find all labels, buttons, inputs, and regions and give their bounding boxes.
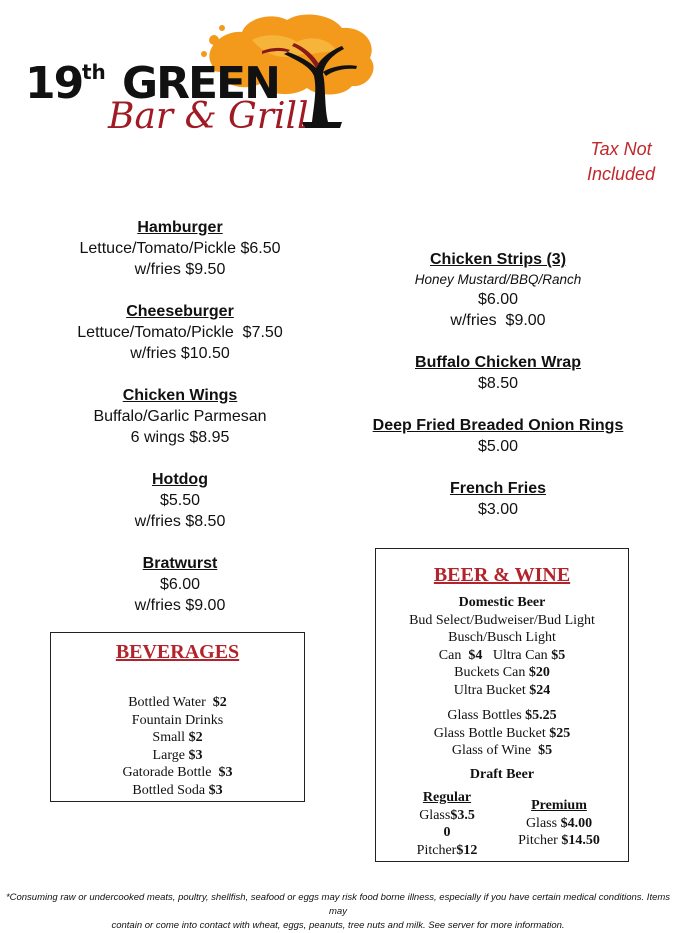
draft-regular xyxy=(402,789,492,859)
menu-item-bratwurst xyxy=(20,553,340,616)
menu-item-line: $5.50 xyxy=(159,492,201,509)
tax-note-line1: Tax Not xyxy=(590,139,652,159)
tax-note-line2: Included xyxy=(586,164,656,184)
menu-item-line: w/fries $9.00 xyxy=(134,597,226,614)
glass-bottle-bucket-price: Glass Bottle Bucket $25 xyxy=(433,725,571,741)
menu-item-title: Hamburger xyxy=(137,219,223,236)
menu-item-hotdog xyxy=(20,469,340,532)
menu-item-title: Hotdog xyxy=(152,471,208,488)
menu-item-title: Chicken Wings xyxy=(122,387,238,404)
menu-item-line: $5.00 xyxy=(477,438,519,455)
menu-item-line: w/fries $9.00 xyxy=(450,312,546,329)
beverage-item: Small $2 xyxy=(152,730,203,745)
ultra-bucket-price: Ultra Bucket $24 xyxy=(453,682,551,698)
menu-item-title: Buffalo Chicken Wrap xyxy=(415,354,581,371)
draft-beer-heading: Draft Beer xyxy=(469,766,535,782)
buckets-can-price: Buckets Can $20 xyxy=(454,665,550,680)
can-prices: Can $4 Ultra Can $5 xyxy=(438,647,566,663)
glass-wine-price: Glass of Wine $5 xyxy=(451,743,553,758)
right-menu-column xyxy=(338,249,658,520)
menu-item-chicken-strips xyxy=(338,249,658,331)
beverage-item: Large $3 xyxy=(152,747,203,763)
logo-subtitle: Bar & Grill xyxy=(108,96,309,137)
menu-item-line: Lettuce/Tomato/Pickle $6.50 xyxy=(79,240,281,257)
premium-pitcher: Pitcher $14.50 xyxy=(518,833,600,848)
beverage-item: Gatorade Bottle $3 xyxy=(122,765,233,780)
beer-wine-heading: BEER & WINE xyxy=(433,564,571,586)
premium-glass: Glass $4.00 xyxy=(525,815,593,831)
menu-item-title: Cheeseburger xyxy=(126,303,234,320)
beverage-item: Bottled Water $2 xyxy=(128,695,227,710)
beverages-heading: BEVERAGES xyxy=(115,641,240,663)
disclaimer-line2: contain or come into contact with wheat, eggs, peanuts, tree nuts and milk. See server for more information. xyxy=(111,920,565,931)
menu-item-line: $3.00 xyxy=(477,501,519,518)
logo-word: GREEN xyxy=(122,58,279,109)
menu-item-line: w/fries $10.50 xyxy=(130,345,230,362)
menu-item-buffalo-chicken-wrap xyxy=(338,352,658,394)
menu-item-line: $6.00 xyxy=(477,291,519,308)
beverages-box xyxy=(50,632,305,802)
menu-item-cheeseburger xyxy=(20,301,340,364)
menu-item-line: w/fries $9.50 xyxy=(134,261,226,278)
menu-item-note: Honey Mustard/BBQ/Ranch xyxy=(414,272,582,287)
menu-item-title: French Fries xyxy=(449,480,547,497)
menu-item-title: Deep Fried Breaded Onion Rings xyxy=(372,417,624,434)
tax-note xyxy=(576,137,666,187)
menu-item-line: $6.00 xyxy=(159,576,201,593)
menu-item-chicken-wings xyxy=(20,385,340,448)
domestic-brands-line: Busch/Busch Light xyxy=(448,630,556,645)
logo-number: 19 xyxy=(25,58,83,109)
menu-item-line: Lettuce/Tomato/Pickle $7.50 xyxy=(77,324,283,341)
menu-item-hamburger xyxy=(20,217,340,280)
glass-bottles-price: Glass Bottles $5.25 xyxy=(447,708,557,723)
beverage-item: Bottled Soda $3 xyxy=(132,782,223,798)
food-safety-disclaimer xyxy=(0,891,676,933)
regular-heading: Regular xyxy=(422,790,472,805)
draft-premium xyxy=(504,797,614,850)
beer-wine-box xyxy=(375,548,629,862)
beverage-item: Fountain Drinks xyxy=(131,712,224,728)
menu-item-line: $8.50 xyxy=(477,375,519,392)
regular-pitcher: Pitcher$12 xyxy=(416,842,478,858)
menu-item-title: Bratwurst xyxy=(142,555,218,572)
domestic-brands-line: Bud Select/Budweiser/Bud Light xyxy=(409,612,595,628)
menu-item-title: Chicken Strips (3) xyxy=(429,251,567,268)
menu-item-line: 6 wings $8.95 xyxy=(130,429,230,446)
logo-superscript: th xyxy=(82,60,106,84)
menu-item-french-fries xyxy=(338,478,658,520)
menu-item-line: Buffalo/Garlic Parmesan xyxy=(93,408,267,425)
regular-glass-wrap: 0 xyxy=(443,825,451,840)
menu-item-line: w/fries $8.50 xyxy=(134,513,226,530)
premium-heading: Premium xyxy=(531,798,587,813)
restaurant-logo xyxy=(22,10,382,137)
menu-item-onion-rings xyxy=(338,415,658,457)
left-menu-column xyxy=(20,217,340,616)
domestic-beer-heading: Domestic Beer xyxy=(458,595,546,610)
disclaimer-line1: *Consuming raw or undercooked meats, poultry, shellfish, seafood or eggs may risk food borne illness, especially if you have certain medical conditions. Items may xyxy=(5,892,671,917)
regular-glass: Glass$3.5 xyxy=(419,807,475,823)
